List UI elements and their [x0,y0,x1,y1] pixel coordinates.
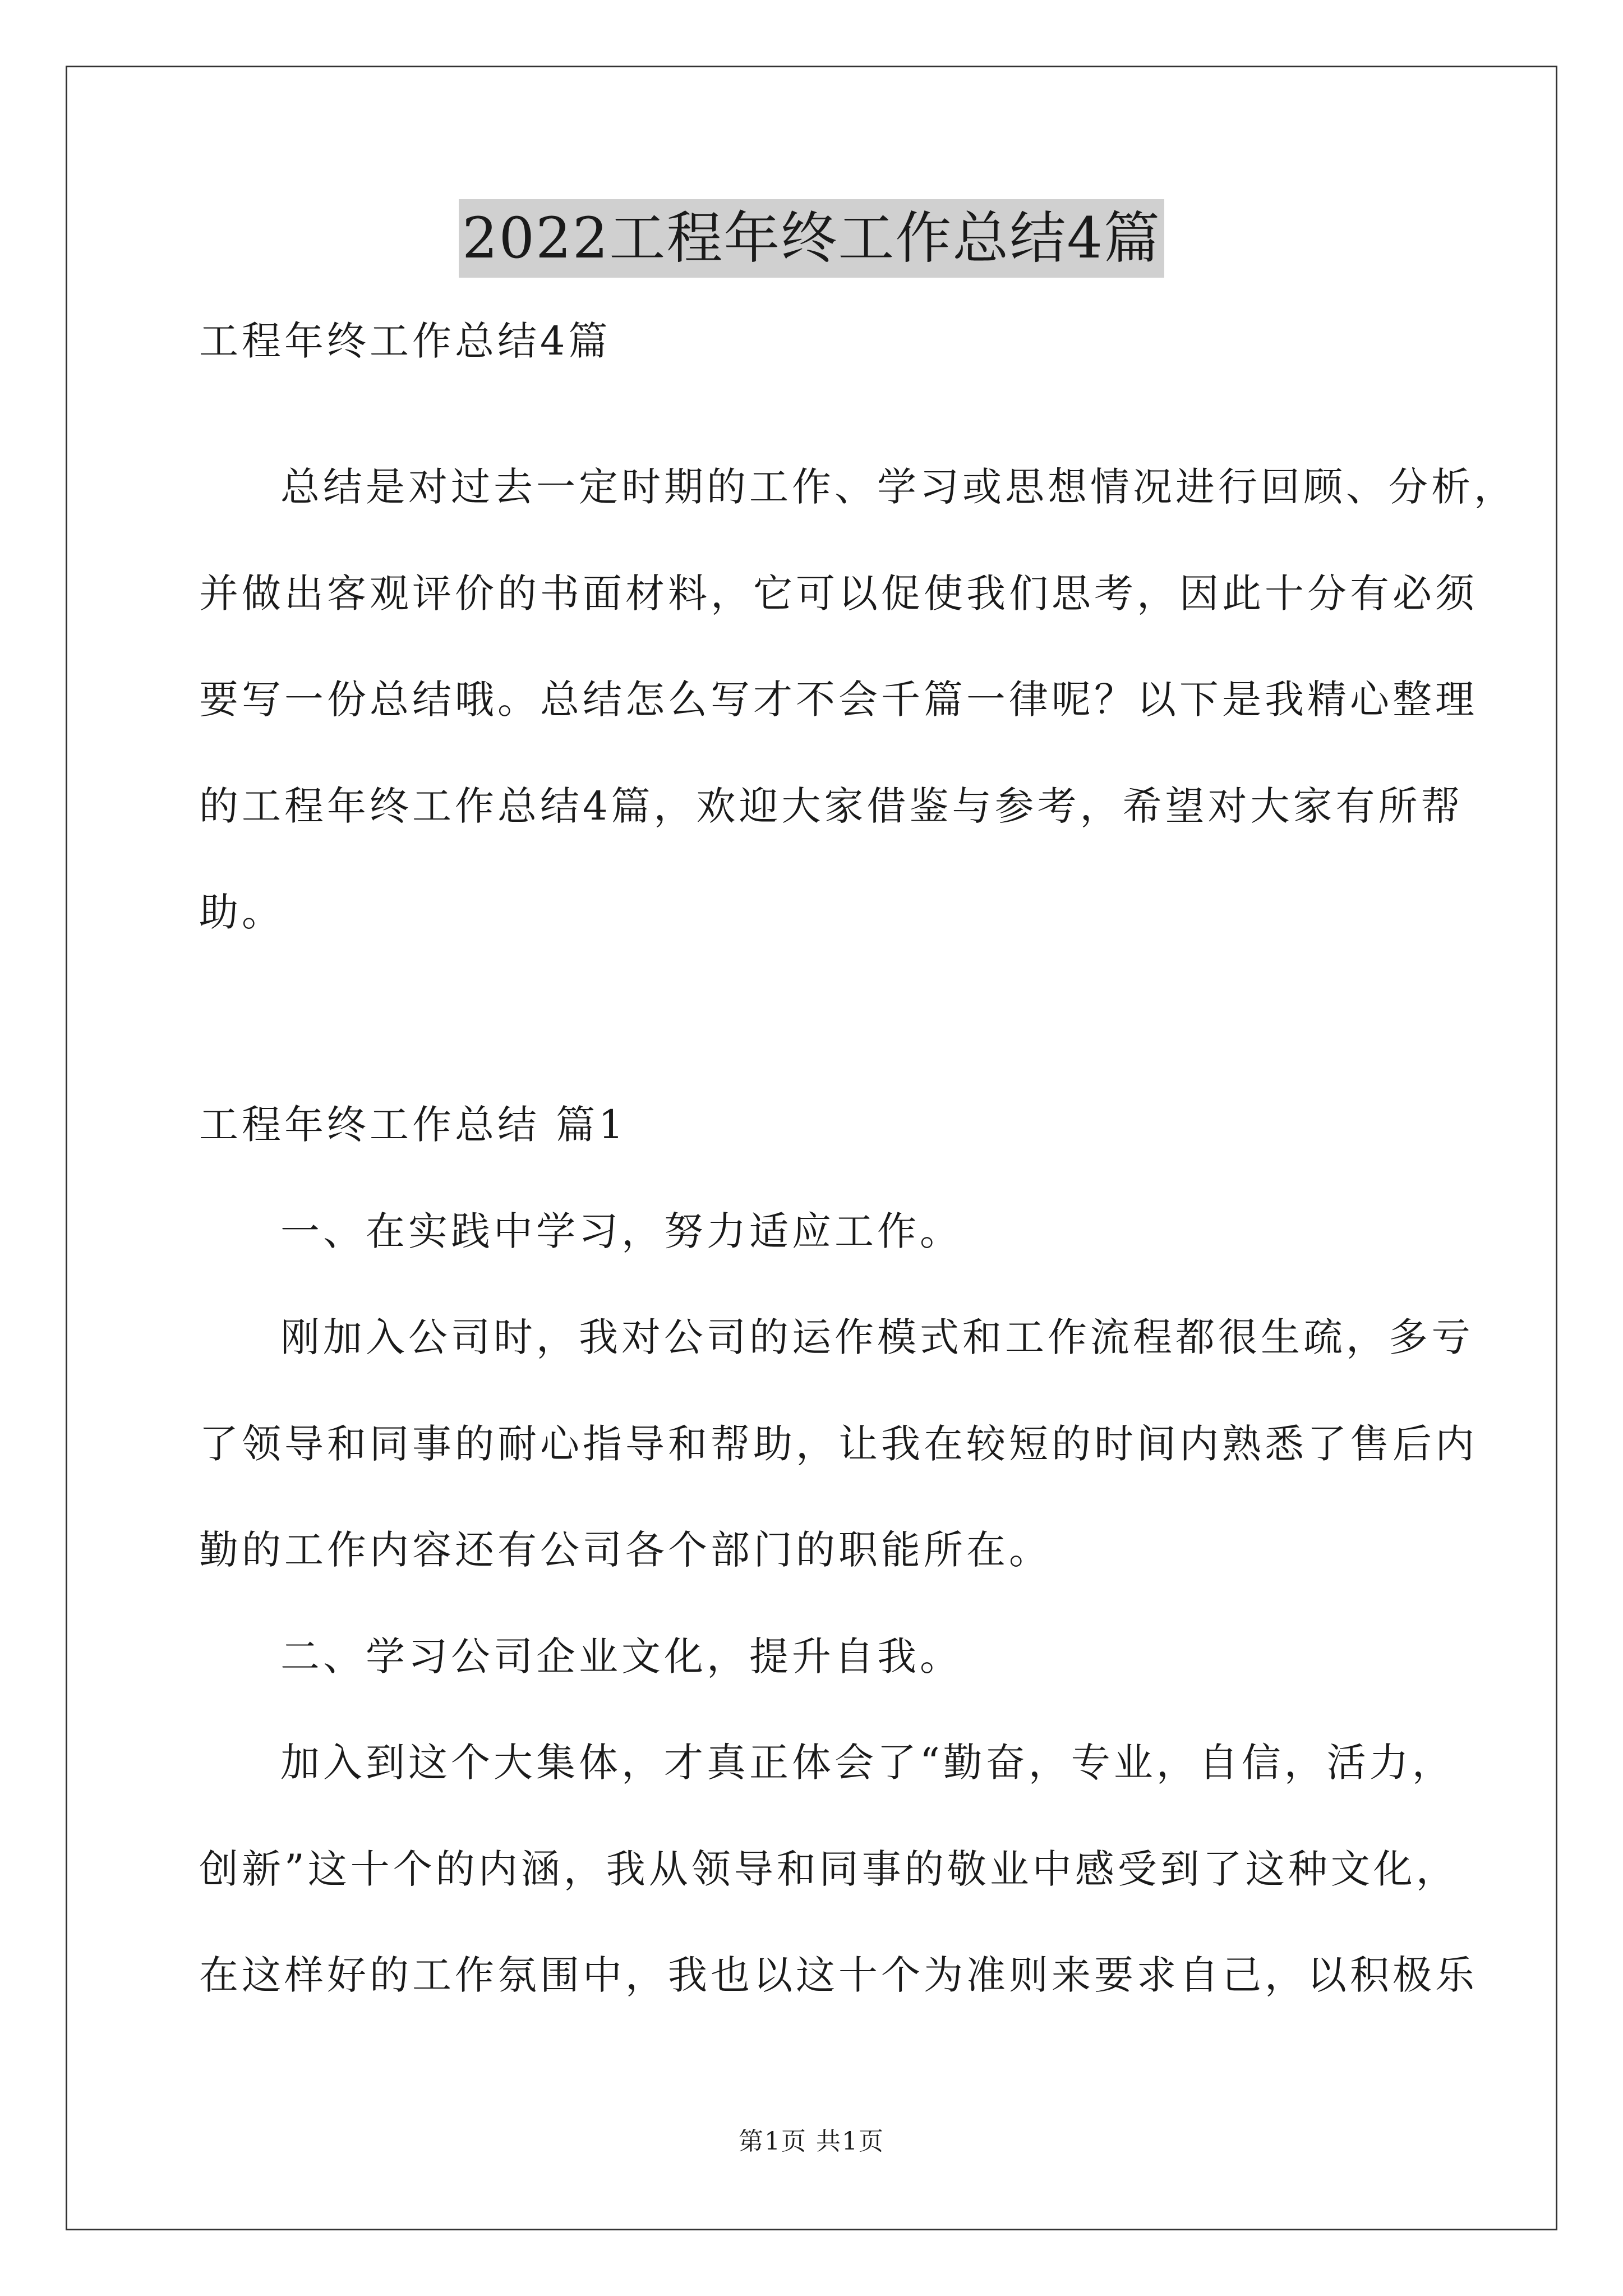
para2-line-2: 创新”这十个的内涵，我从领导和同事的敬业中感受到了这种文化， [199,1846,1459,1892]
intro-line-4: 的工程年终工作总结4篇，欢迎大家借鉴与参考，希望对大家有所帮 [199,783,1464,829]
para2-line-3: 在这样好的工作氛围中，我也以这十个为准则来要求自己，以积极乐 [199,1952,1478,1998]
section-heading: 工程年终工作总结 篇1 [199,1102,627,1148]
para2-line-1: 加入到这个大集体，才真正体会了“勤奋，专业，自信，活力， [280,1740,1455,1786]
point-2-heading: 二、学习公司企业文化，提升自我。 [280,1634,962,1680]
para1-line-1: 刚加入公司时，我对公司的运作模式和工作流程都很生疏，多亏 [280,1314,1474,1360]
intro-line-5: 助。 [199,889,284,935]
para1-line-2: 了领导和同事的耐心指导和帮助，让我在较短的时间内熟悉了售后内 [199,1421,1478,1467]
page-footer: 第1页 共1页 [739,2127,884,2156]
intro-line-2: 并做出客观评价的书面材料，它可以促使我们思考，因此十分有必须 [199,570,1478,616]
para1-line-3: 勤的工作内容还有公司各个部门的职能所在。 [199,1527,1052,1573]
point-1-heading: 一、在实践中学习，努力适应工作。 [280,1208,962,1254]
document-title: 2022工程年终工作总结4篇 [459,199,1164,278]
subtitle: 工程年终工作总结4篇 [199,318,611,364]
intro-line-1: 总结是对过去一定时期的工作、学习或思想情况进行回顾、分析， [280,464,1516,510]
intro-line-3: 要写一份总结哦。总结怎么写才不会千篇一律呢？以下是我精心整理 [199,677,1478,723]
page-border [66,66,1557,2230]
title-container [0,199,1623,278]
